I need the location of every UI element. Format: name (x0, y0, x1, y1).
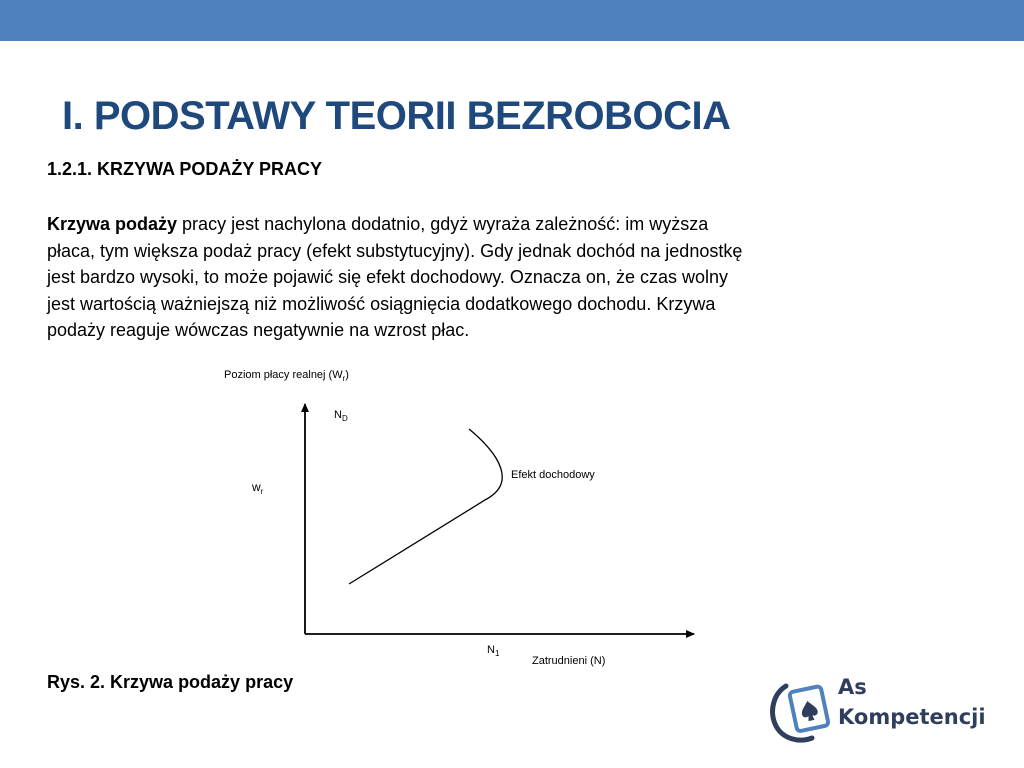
income-effect-label: Efekt dochodowy (511, 469, 595, 481)
section-heading: 1.2.1. KRZYWA PODAŻY PRACY (47, 159, 323, 179)
body-line-1-text: pracy jest nachylona dodatnio, gdyż wyraża zależność: im wyższa (177, 214, 709, 234)
body-bold-lead: Krzywa podaży (47, 214, 178, 234)
body-line-2: płaca, tym większa podaż pracy (efekt substytucyjny). Gdy jednak dochód na jednostkę (47, 240, 743, 261)
figure-caption: Rys. 2. Krzywa podaży pracy (47, 672, 294, 692)
body-line-4: jest wartością ważniejszą niż możliwość osiągnięcia dodatkowego dochodu. Krzywa (47, 293, 716, 314)
y-tick-label-wr: $w_r$ (252, 480, 264, 496)
y-axis-label: Poziom płacy realnej $(W_r)$ (224, 369, 349, 383)
labor-supply-curve (349, 429, 502, 584)
body-line-5: podaży reaguje wówczas negatywnie na wzrost płac. (47, 320, 470, 340)
x-axis-label: Zatrudnieni (N) (532, 655, 606, 667)
logo-wordmark (838, 672, 986, 732)
slide-title: I. PODSTAWY TEORII BEZROBOCIA (62, 94, 731, 138)
logo-line-2: Kompetencji (838, 705, 986, 729)
x-tick-label-n1: $N_1$ (487, 644, 500, 658)
body-line-3: jest bardzo wysoki, to może pojawić się efekt dochodowy. Oznacza on, że czas wolny (47, 267, 728, 287)
logo-line-1: As (838, 675, 867, 699)
curve-label-nd: $N_D$ (334, 409, 348, 423)
spade-card-icon (773, 686, 829, 740)
